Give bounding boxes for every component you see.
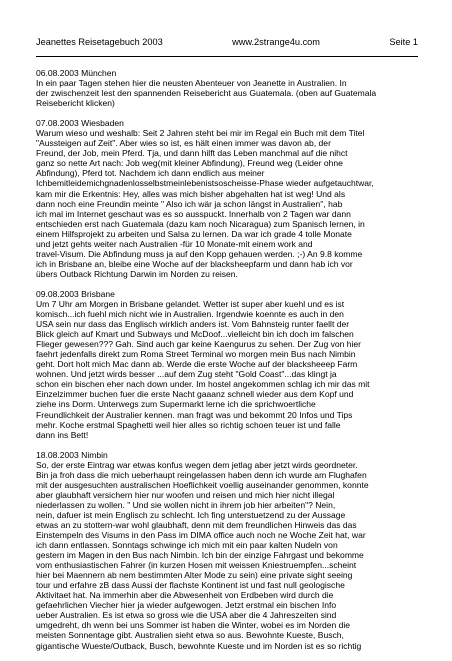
entry-text-line: der zwischenzeit lest den spannenden Reisebericht aus Guatemala. (oben auf Guatemala (36, 88, 377, 99)
entry-text-line: Einstempeln des Visums in den Pass im DIMA office auch noch ne Woche Zeit hat, war (36, 530, 366, 541)
entry-text-line: Freundlichkeit der Australier kennen. man fragt was und bekommt 20 Infos und Tips (36, 409, 353, 420)
entry-text-line: aber glaubhaft versichern hier nur woofen und reisen und mich hier nicht illegal (36, 489, 335, 500)
entry-text-line: gigantische Wueste/Outback, Busch, bewohnte Kueste und im Norden ist es so richtig (36, 640, 362, 651)
entry-date-location: 06.08.2003 München (36, 68, 117, 78)
entry-text-line: Bin ja froh dass die mich ueberhaupt reingelassen haben denn ich wurde am Flughafen (36, 469, 367, 480)
entry-text-line: ziehe ins Dorm. Unterwegs zum Supermarkt lerne ich die sprichwoertliche (36, 399, 316, 410)
entry-text-line: mehr. Koche erstmal Spaghetti weil hier alles so richtig schoen teuer ist und falle (36, 419, 341, 430)
entry-text-line: vom enthusiastischen Fahrer (in kurzen Hosen mit weissen Kniestruempfen...scheint (36, 560, 357, 571)
entry-text-line: "Aussteigen auf Zeit". Aber wies so ist, es hält einen immer was davon ab, der (36, 138, 331, 149)
entry-text-line: umgedreht, dh wenn bei uns Sommer ist haben die Winter, wobei es im Norden die (36, 620, 351, 631)
header-website: www.2strange4u.com (232, 37, 320, 47)
entry-text-line: tour und erfahre zB dass Aussi der flachste Kontinent ist und fast null geologische (36, 580, 345, 591)
entry-text-line: einem Hilfsprojekt zu arbeiten und Salsa zu lernen. Da war ich grade 4 tolle Monate (36, 228, 352, 239)
header-page-number: Seite 1 (389, 37, 418, 47)
entry-text-line: Blick gleich auf Kmart und Subways und McDoof...vielleicht bin ich doch im falschen (36, 329, 354, 340)
entry-text-line: entschieden erst nach Guatemala (dazu kam noch Nicaragua) zum Spanisch lernen, in (36, 218, 365, 229)
entry-text-line: wohnen. Und jetzt wirds besser ...auf dem Zug steht "Gold Coast"...das klingt ja (36, 369, 337, 380)
entry-text-line: travel-Visum. Die Abfindung muss ja auf den Kopp gehauen werden. ;-) An 9.8 komme (36, 248, 363, 259)
entry-text-line: Um 7 Uhr am Morgen in Brisbane gelandet. Wetter ist super aber kuehl und es ist (36, 298, 345, 309)
entry-text-line: und jetzt gehts weiter nach Australien -für 10 Monate-mit einem work and (36, 238, 313, 249)
entry-text-line: Freund, der Job, mein Pferd. Tja, und dann hilft das Leben manchmal auf die nihct (36, 148, 348, 159)
entry-text-line: In ein paar Tagen stehen hier die neusten Abenteuer von Jeanette in Australien. In (36, 78, 347, 89)
entry-text-line: meisten Sonnentage gibt. Australien sieht etwa so aus. Bewohnte Kueste, Busch, (36, 630, 344, 641)
entry-text-line: ich dann entlassen. Sonntags schwinge ich mich mit ein paar kalten Nudeln von (36, 540, 338, 551)
entry-text-line: nein, dafuer ist mein Englisch zu schlecht. Ich fing unterstuetzend zu der Aussage (36, 509, 346, 520)
entry-text-line: ganz so nette Art nach: Job weg(mit kleiner Abfindung), Freund weg (Leider ohne (36, 158, 343, 169)
entry-text-line: faehrt jedenfalls direkt zum Roma Street Terminal wo morgen mein Bus nach Nimbin (36, 349, 356, 360)
entry-text-line: USA sein nur dass das Englisch wirklich anders ist. Vom Bahnsteig runter faellt der (36, 319, 350, 330)
diary-entry (36, 118, 424, 279)
entry-text-line: etwas an zu stottern-war wohl glaubhaft, denn mit dem freundlichen Hinweis das das (36, 519, 357, 530)
entry-text-line: kam mir die Erkentnis: Hey, alles was mich bisher abgehalten hat ist weg! Und als (36, 188, 346, 199)
entry-text-line: Abfindung), Pferd tot. Nachdem ich dann endlich aus meiner (36, 168, 265, 179)
entry-text-line: Warum wieso und weshalb: Seit 2 Jahren steht bei mir im Regal ein Buch mit dem Titel (36, 128, 365, 139)
entry-text-line: ich mal im Internet geschaut was es so ausspuckt. Innerhalb von 2 Tagen war dann (36, 208, 351, 219)
header-title: Jeanettes Reisetagebuch 2003 (36, 37, 163, 47)
entry-text-line: Aktivitaet hat. Na immerhin aber die Abwesenheit von Erdbeben wird durch die (36, 590, 334, 601)
page-header (36, 36, 418, 57)
entry-date-location: 07.08.2003 Wiesbaden (36, 118, 124, 129)
entry-text-line: dann ins Bett! (36, 429, 89, 440)
entry-text-line: schon ein bischen eher nach down under. Im hostel angekommen schlag ich mir das mit (36, 379, 370, 390)
entry-text-line: So, der erste Eintrag war etwas konfus wegen dem jetlag aber jetzt wirds geordneter. (36, 459, 358, 470)
entry-text-line: gefaehrlichen Viecher hier ja wieder aufgewogen. Jetzt erstmal ein bischen Info (36, 600, 337, 611)
entry-date-location: 18.08.2003 Nimbin (36, 449, 108, 460)
diary-content (36, 68, 424, 661)
entry-text-line: Einzelzimmer buchen fuer die erste Nacht gaaanz schnell wieder aus dem Kopf und (36, 389, 354, 400)
entry-text-line: mit der ausgesuchten australischen Hoeflichkeit voellig auseinander genommen, konnte (36, 479, 369, 490)
entry-text-line: hier bei Maennern ab nem bestimmten Alter Mode zu sein) eine private sight seeing (36, 570, 353, 581)
entry-text-line: ich in Brisbane an, bleibe eine Woche auf der blacksheepfarm und dann hab ich vor (36, 258, 353, 269)
entry-text-line: Flieger gewesen??? Gah. Sind auch gar keine Kaengurus zu sehen. Der Zug von hier (36, 339, 361, 350)
entry-text-line: geht. Dort holt mich Mac dann ab. Werde die erste Woche auf der blacksheeep Farm (36, 359, 358, 370)
diary-entry (36, 68, 424, 108)
entry-text-line: niederlassen zu wollen. " Und sie wollen nicht in ihrem job hier arbeiten"? Nein, (36, 499, 336, 510)
entry-text-line: Reisebericht klicken) (36, 98, 115, 109)
entry-date-location: 09.08.2003 Brisbane (36, 288, 115, 299)
entry-text-line: dann noch eine Freundin meinte " Also ich wär ja schon längst in Australien", hab (36, 198, 343, 209)
entry-text-line: übers Outback Richtung Darwin im Norden zu reisen. (36, 268, 238, 279)
diary-entry (36, 450, 424, 651)
entry-text-line: komisch...ich fuehl mich nicht wie in Australien. Irgendwie koennte es auch in den (36, 309, 344, 320)
entry-text-line: ueber Australien. Es ist etwa so gross wie die USA aber die 4 Jahreszeiten sind (36, 610, 337, 621)
entry-text-line: gestern im Magen in den Bus nach Nimbin. Ich bin der einzige Fahrgast und bekomme (36, 550, 364, 561)
diary-entry (36, 289, 424, 440)
entry-text-line: Ichbemitleidemichgnadenlosselbstmeinlebenistsoscheisse-Phase wieder aufgetauchtwar, (36, 178, 374, 189)
